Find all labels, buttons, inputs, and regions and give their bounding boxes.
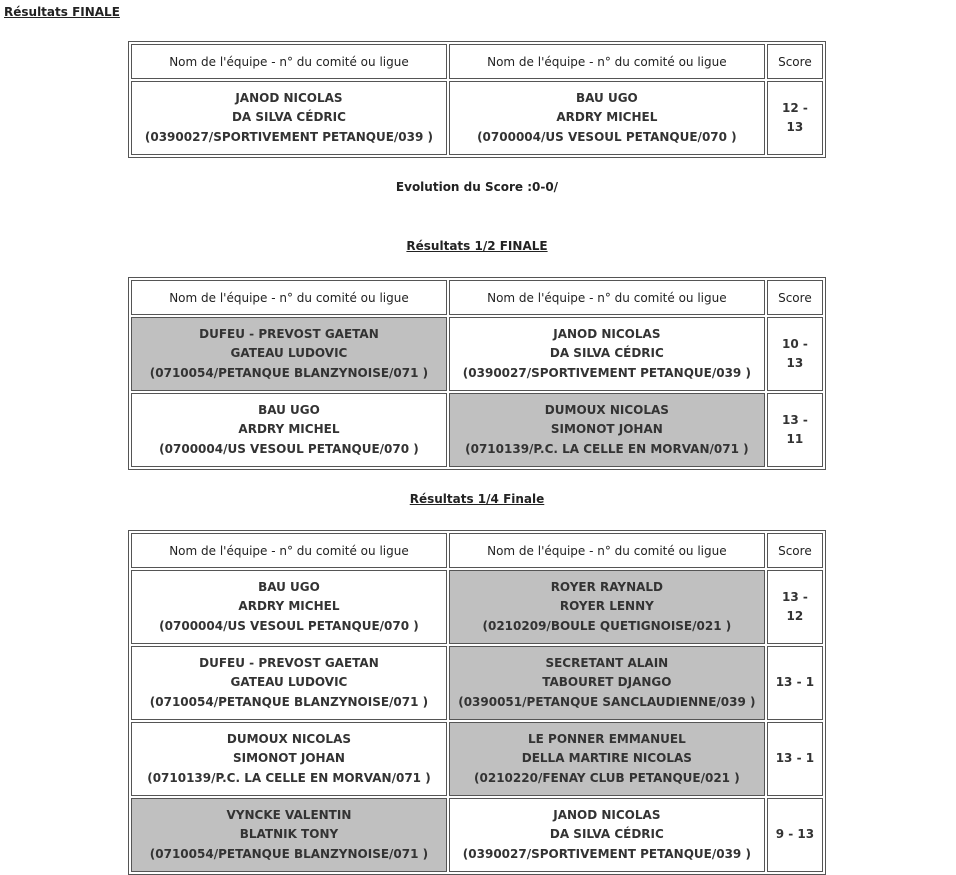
club-info: (0210209/BOULE QUETIGNOISE/021 ) bbox=[482, 618, 732, 633]
club-info: (0710054/PETANQUE BLANZYNOISE/071 ) bbox=[149, 846, 429, 861]
club-info: (0710054/PETANQUE BLANZYNOISE/071 ) bbox=[149, 694, 429, 709]
player-name: JANOD NICOLAS bbox=[553, 326, 661, 341]
club-info: (0390027/SPORTIVEMENT PETANQUE/039 ) bbox=[144, 129, 434, 144]
score-cell: 13 - 11 bbox=[767, 393, 823, 467]
player-name: DUMOUX NICOLAS bbox=[226, 731, 352, 746]
player-name: VYNCKE VALENTIN bbox=[226, 807, 352, 822]
table-row bbox=[131, 570, 823, 644]
club-info: (0390051/PETANQUE SANCLAUDIENNE/039 ) bbox=[458, 694, 756, 709]
club-info: (0390027/SPORTIVEMENT PETANQUE/039 ) bbox=[462, 846, 751, 861]
player-name: BAU UGO bbox=[258, 402, 320, 417]
player-name: ARDRY MICHEL bbox=[238, 599, 340, 614]
player-name: DA SILVA CÉDRIC bbox=[231, 110, 346, 125]
final-title: Résultats FINALE bbox=[4, 5, 120, 19]
score-cell: 9 - 13 bbox=[767, 798, 823, 872]
table-header-row bbox=[131, 44, 823, 79]
player-name: BAU UGO bbox=[575, 90, 638, 105]
header-score: Score bbox=[767, 44, 823, 79]
final-results-table bbox=[128, 41, 826, 158]
player-name: SECRETANT ALAIN bbox=[545, 655, 669, 670]
table-header-row bbox=[131, 280, 823, 315]
team-cell bbox=[449, 81, 765, 155]
table-row bbox=[131, 317, 823, 391]
club-info: (0210220/FENAY CLUB PETANQUE/021 ) bbox=[474, 770, 740, 785]
player-name: SIMONOT JOHAN bbox=[233, 751, 345, 766]
semi-title bbox=[128, 239, 826, 253]
player-name: DELLA MARTIRE NICOLAS bbox=[521, 751, 692, 766]
header-team2: Nom de l'équipe - n° du comité ou ligue bbox=[449, 533, 765, 568]
team-cell bbox=[131, 81, 447, 155]
player-name: JANOD NICOLAS bbox=[553, 807, 661, 822]
semi-title-text: Résultats 1/2 FINALE bbox=[406, 239, 548, 253]
club-info: (0700004/US VESOUL PETANQUE/070 ) bbox=[477, 129, 737, 144]
table-row bbox=[131, 646, 823, 720]
player-name: JANOD NICOLAS bbox=[235, 90, 343, 105]
team-cell bbox=[449, 393, 765, 467]
team-cell bbox=[131, 317, 447, 391]
header-team1: Nom de l'équipe - n° du comité ou ligue bbox=[131, 533, 447, 568]
semi-results-table bbox=[128, 277, 826, 470]
team-cell bbox=[131, 393, 447, 467]
player-name: BAU UGO bbox=[258, 579, 320, 594]
club-info: (0390027/SPORTIVEMENT PETANQUE/039 ) bbox=[462, 365, 751, 380]
table-header-row bbox=[131, 533, 823, 568]
player-name: TABOURET DJANGO bbox=[542, 675, 672, 690]
table-row bbox=[131, 393, 823, 467]
table-row bbox=[131, 798, 823, 872]
player-name: DA SILVA CÉDRIC bbox=[549, 346, 664, 361]
table-row bbox=[131, 81, 823, 155]
score-cell: 13 - 1 bbox=[767, 722, 823, 796]
team-cell bbox=[449, 646, 765, 720]
header-team1: Nom de l'équipe - n° du comité ou ligue bbox=[131, 44, 447, 79]
table-row bbox=[131, 722, 823, 796]
team-cell bbox=[131, 798, 447, 872]
team-cell bbox=[449, 317, 765, 391]
header-score: Score bbox=[767, 280, 823, 315]
player-name: GATEAU LUDOVIC bbox=[230, 346, 348, 361]
player-name: DUFEU - PREVOST GAETAN bbox=[199, 326, 379, 341]
team-cell bbox=[449, 798, 765, 872]
header-team2: Nom de l'équipe - n° du comité ou ligue bbox=[449, 44, 765, 79]
player-name: GATEAU LUDOVIC bbox=[230, 675, 348, 690]
club-info: (0700004/US VESOUL PETANQUE/070 ) bbox=[159, 441, 419, 456]
score-cell: 13 - 12 bbox=[767, 570, 823, 644]
quarter-results-table bbox=[128, 530, 826, 875]
player-name: ROYER RAYNALD bbox=[550, 579, 664, 594]
team-cell bbox=[131, 646, 447, 720]
header-team2: Nom de l'équipe - n° du comité ou ligue bbox=[449, 280, 765, 315]
player-name: ARDRY MICHEL bbox=[238, 422, 340, 437]
club-info: (0710139/P.C. LA CELLE EN MORVAN/071 ) bbox=[465, 441, 749, 456]
score-cell: 12 - 13 bbox=[767, 81, 823, 155]
team-cell bbox=[449, 570, 765, 644]
score-cell: 13 - 1 bbox=[767, 646, 823, 720]
player-name: DA SILVA CÉDRIC bbox=[549, 827, 664, 842]
player-name: ROYER LENNY bbox=[559, 599, 654, 614]
club-info: (0710139/P.C. LA CELLE EN MORVAN/071 ) bbox=[147, 770, 431, 785]
score-evolution: Evolution du Score :0-0/ bbox=[395, 180, 559, 194]
player-name: BLATNIK TONY bbox=[239, 827, 339, 842]
quarter-title-text: Résultats 1/4 Finale bbox=[409, 492, 545, 506]
header-team1: Nom de l'équipe - n° du comité ou ligue bbox=[131, 280, 447, 315]
club-info: (0700004/US VESOUL PETANQUE/070 ) bbox=[159, 618, 419, 633]
club-info: (0710054/PETANQUE BLANZYNOISE/071 ) bbox=[149, 365, 429, 380]
team-cell bbox=[131, 570, 447, 644]
player-name: ARDRY MICHEL bbox=[556, 110, 658, 125]
score-cell: 10 - 13 bbox=[767, 317, 823, 391]
team-cell bbox=[131, 722, 447, 796]
player-name: SIMONOT JOHAN bbox=[550, 422, 663, 437]
player-name: DUMOUX NICOLAS bbox=[544, 402, 669, 417]
header-score: Score bbox=[767, 533, 823, 568]
player-name: LE PONNER EMMANUEL bbox=[528, 731, 686, 746]
team-cell bbox=[449, 722, 765, 796]
quarter-title bbox=[128, 492, 826, 506]
player-name: DUFEU - PREVOST GAETAN bbox=[199, 655, 379, 670]
